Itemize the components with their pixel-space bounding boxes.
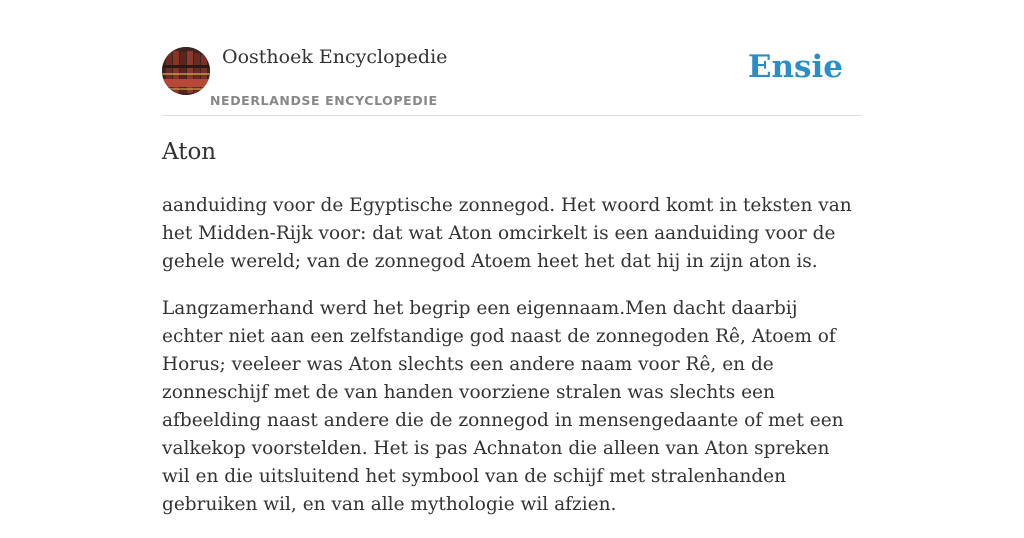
article-paragraph: Langzamerhand werd het begrip een eigennaam.Men dacht daarbij echter niet aan een zelfstandige god naast de zonnegoden Rê, Atoem of Horus; veeleer was Aton slechts een andere naam voor Rê, en de zonneschijf met de van handen voorziene stralen was slechts een afbeelding naast andere die de zonnegod in mensengedaante of met een valkekop voorstelden. Het is pas Achnaton die alleen van Aton spreken wil en die uitsluitend het symbool van de schijf met stralenhanden gebruiken wil, en van alle mythologie wil afzien.	[162, 298, 844, 515]
site-subtitle: NEDERLANDSE ENCYCLOPEDIE	[210, 93, 438, 108]
encyclopedia-avatar[interactable]	[162, 47, 210, 95]
article-body	[162, 192, 862, 538]
header-divider	[162, 115, 862, 116]
site-title[interactable]: Oosthoek Encyclopedie	[222, 46, 448, 68]
article-paragraph: aanduiding voor de Egyptische zonnegod. Het woord komt in teksten van het Midden-Rijk voor: dat wat Aton omcirkelt is een aanduiding voor de gehele wereld; van de zonnegod Atoem heet het dat hij in zijn aton is.	[162, 195, 852, 272]
article-title: Aton	[162, 139, 217, 165]
ensie-logo[interactable]: Ensie	[747, 49, 843, 85]
book-spines-icon	[162, 47, 210, 95]
